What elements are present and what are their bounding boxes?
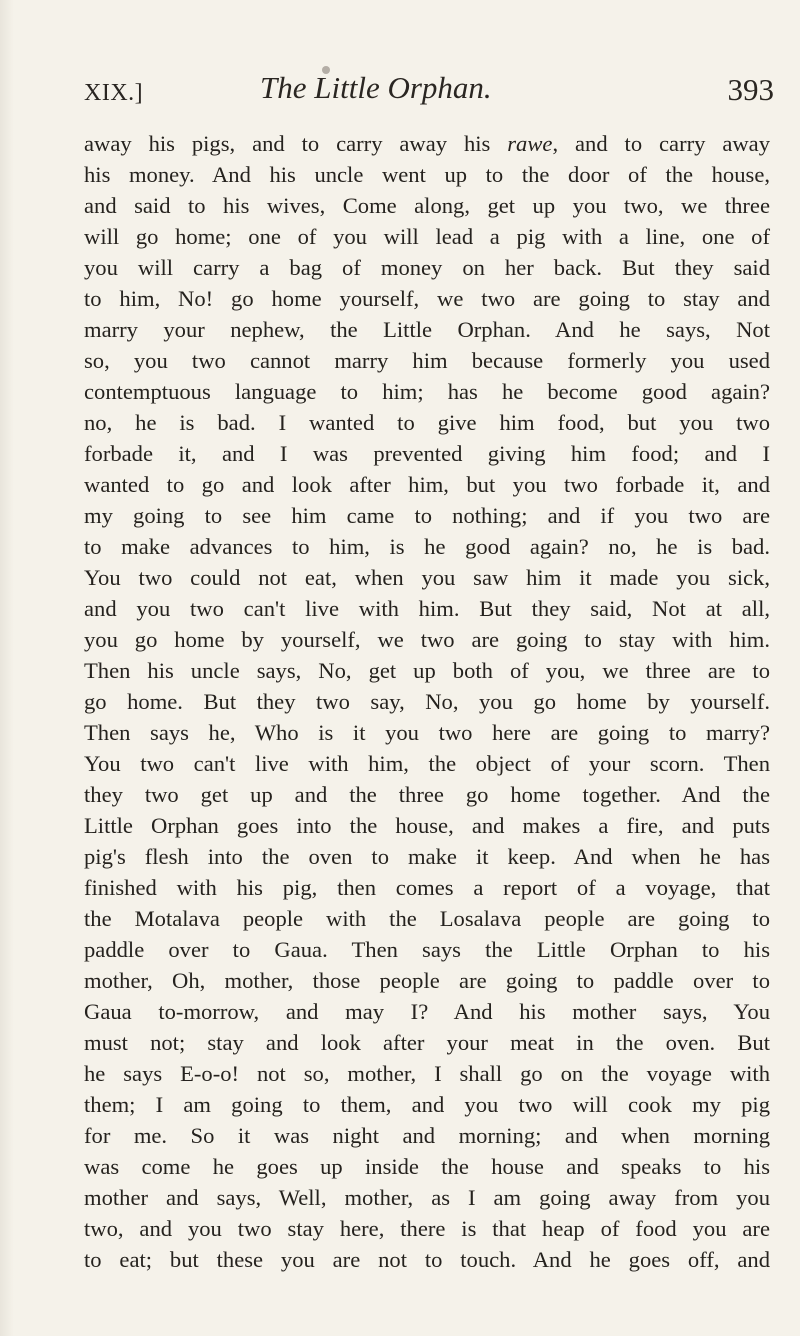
- text-line: must not; stay and look after your meat in the oven. But: [84, 1030, 770, 1055]
- text-line: was come he goes up inside the house and speaks to his: [84, 1154, 770, 1179]
- text-line: marry your nephew, the Little Orphan. And he says, Not: [84, 317, 770, 342]
- text-line: for me. So it was night and morning; and when morning: [84, 1123, 770, 1148]
- text-line: finished with his pig, then comes a report of a voyage, that: [84, 875, 770, 900]
- text-line: to him, No! go home yourself, we two are going to stay and: [84, 286, 770, 311]
- text-line: away his pigs, and to carry away his rawe, and to carry away: [84, 131, 771, 156]
- running-header: [84, 70, 774, 114]
- text-line: two, and you two stay here, there is that heap of food you are: [84, 1216, 770, 1241]
- text-line: Gaua to-morrow, and may I? And his mother says, You: [84, 999, 770, 1024]
- text-line: wanted to go and look after him, but you two forbade it, and: [84, 472, 770, 497]
- text-line: and you two can't live with him. But they said, Not at all,: [84, 596, 770, 621]
- text-line: no, he is bad. I wanted to give him food, but you two: [84, 410, 770, 435]
- text-line: mother, Oh, mother, those people are going to paddle over to: [84, 968, 770, 993]
- text-line: you will carry a bag of money on her back. But they said: [84, 255, 770, 280]
- text-line: to eat; but these you are not to touch. And he goes off, and: [84, 1247, 770, 1272]
- text-line: Then his uncle says, No, get up both of you, we three are to: [84, 658, 770, 683]
- text-line: You two could not eat, when you saw him it made you sick,: [84, 565, 770, 590]
- text-line: go home. But they two say, No, you go home by yourself.: [84, 689, 770, 714]
- text-line: the Motalava people with the Losalava people are going to: [84, 906, 770, 931]
- text-line: and said to his wives, Come along, get up you two, we three: [84, 193, 770, 218]
- page-number: 393: [727, 72, 774, 107]
- italic-word: rawe: [507, 131, 553, 156]
- text-line: forbade it, and I was prevented giving him food; and I: [84, 441, 770, 466]
- chapter-number: XIX.]: [84, 80, 144, 106]
- text-line: will go home; one of you will lead a pig with a line, one of: [84, 224, 770, 249]
- text-line: he says E-o-o! not so, mother, I shall go on the voyage with: [84, 1061, 770, 1086]
- text-line: pig's flesh into the oven to make it keep. And when he has: [84, 844, 770, 869]
- body-text: [84, 128, 770, 1275]
- text-line: contemptuous language to him; has he become good again?: [84, 379, 770, 404]
- text-line: to make advances to him, is he good again? no, he is bad.: [84, 534, 770, 559]
- text-line: them; I am going to them, and you two will cook my pig: [84, 1092, 770, 1117]
- text-line: my going to see him came to nothing; and if you two are: [84, 503, 770, 528]
- text-line: mother and says, Well, mother, as I am going away from you: [84, 1185, 770, 1210]
- text-line: You two can't live with him, the object of your scorn. Then: [84, 751, 770, 776]
- running-title: The Little Orphan.: [260, 70, 492, 105]
- text-line: they two get up and the three go home together. And the: [84, 782, 770, 807]
- text-line: Little Orphan goes into the house, and makes a fire, and puts: [84, 813, 770, 838]
- text-line: paddle over to Gaua. Then says the Little Orphan to his: [84, 937, 770, 962]
- text-line: Then says he, Who is it you two here are going to marry?: [84, 720, 770, 745]
- text-line: you go home by yourself, we two are going to stay with him.: [84, 627, 770, 652]
- text-line: his money. And his uncle went up to the door of the house,: [84, 162, 770, 187]
- text-line: so, you two cannot marry him because formerly you used: [84, 348, 770, 373]
